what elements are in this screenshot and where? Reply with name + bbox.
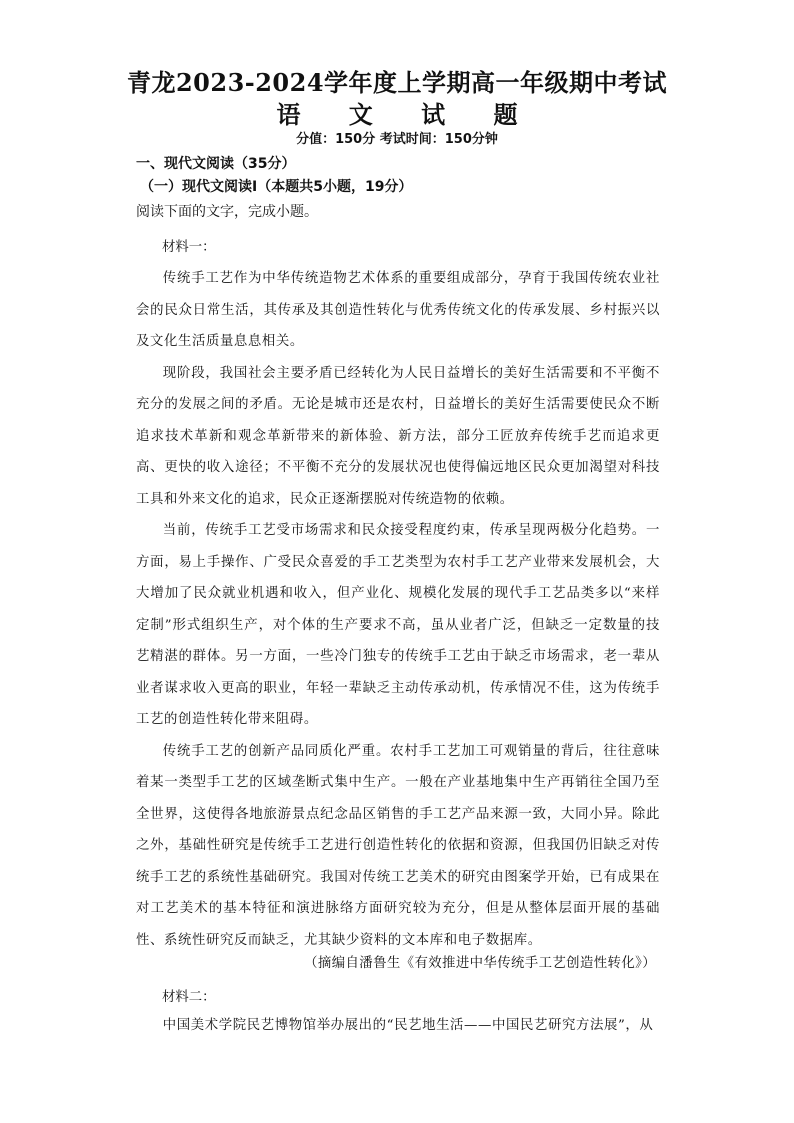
- part-heading: 一、现代文阅读（35分）: [136, 156, 296, 172]
- exam-title: 青龙2023-2024学年度上学期高一年级期中考试: [126, 68, 668, 97]
- paragraph: 传统手工艺作为中华传统造物艺术体系的重要组成部分，孕育于我国传统农业社会的民众日常生活，其传承及其创造性转化与优秀传统文化的传承发展、乡村振兴以及文化生活质量息息相关。: [136, 271, 660, 349]
- subject-title: 语 文 试 题: [276, 100, 538, 129]
- instruction-text: 阅读下面的文字，完成小题。: [136, 204, 318, 220]
- material-one-label: 材料一：: [162, 240, 216, 255]
- paragraph: 现阶段，我国社会主要矛盾已经转化为人民日益增长的美好生活需要和不平衡不充分的发展之间的矛盾。无论是城市还是农村，日益增长的美好生活需要使民众不断追求技术革新和观念革新带来的新体验、新方法，部分工匠放弃传统手艺而追求更高、更快的收入途径；不平衡不充分的发展状况也使得偏远地区民众更加渴望对科技工具和外来文化的追求，民众正逐渐摆脱对传统造物的依赖。: [136, 365, 660, 507]
- material-one-body: [136, 263, 660, 956]
- score-time-line: 分值：150分 考试时间：150分钟: [296, 132, 498, 147]
- paragraph: 当前，传统手工艺受市场需求和民众接受程度约束，传承呈现两极分化趋势。一方面，易上手操作、广受民众喜爱的手工艺类型为农村手工艺产业带来发展机会，大大增加了民众就业机遇和收入，但产业化、规模化发展的现代手工艺品类多以“来样定制”形式组织生产，对个体的生产要求不高，虽从业者广泛，但缺乏一定数量的技艺精湛的群体。另一方面，一些冷门独专的传统手工艺由于缺乏市场需求，老一辈从业者谋求收入更高的职业，年轻一辈缺乏主动传承动机，传承情况不佳，这为传统手工艺的创造性转化带来阻碍。: [136, 523, 660, 727]
- material-two-body: [136, 1010, 660, 1042]
- material-two-label: 材料二：: [162, 990, 216, 1005]
- material-one-source: （摘编自潘鲁生《有效推进中华传统手工艺创造性转化》）: [304, 956, 656, 971]
- paragraph: 传统手工艺的创新产品同质化严重。农村手工艺加工可观销量的背后，往往意味着某一类型手工艺的区域垄断式集中生产。一般在产业基地集中生产再销往全国乃至全世界，这使得各地旅游景点纪念品区销售的手工艺产品来源一致，大同小异。除此之外，基础性研究是传统手工艺进行创造性转化的依据和资源，但我国仍旧缺乏对传统手工艺的系统性基础研究。我国对传统工艺美术的研究由图案学开始，已有成果在对工艺美术的基本特征和演进脉络方面研究较为充分，但是从整体层面开展的基础性、系统性研究反而缺乏，尤其缺少资料的文本库和电子数据库。: [136, 743, 660, 948]
- subsection-heading: （一）现代文阅读Ⅰ（本题共5小题，19分）: [140, 179, 413, 195]
- paragraph: 中国美术学院民艺博物馆举办展出的“民艺地生活——中国民艺研究方法展”，从: [162, 1018, 654, 1033]
